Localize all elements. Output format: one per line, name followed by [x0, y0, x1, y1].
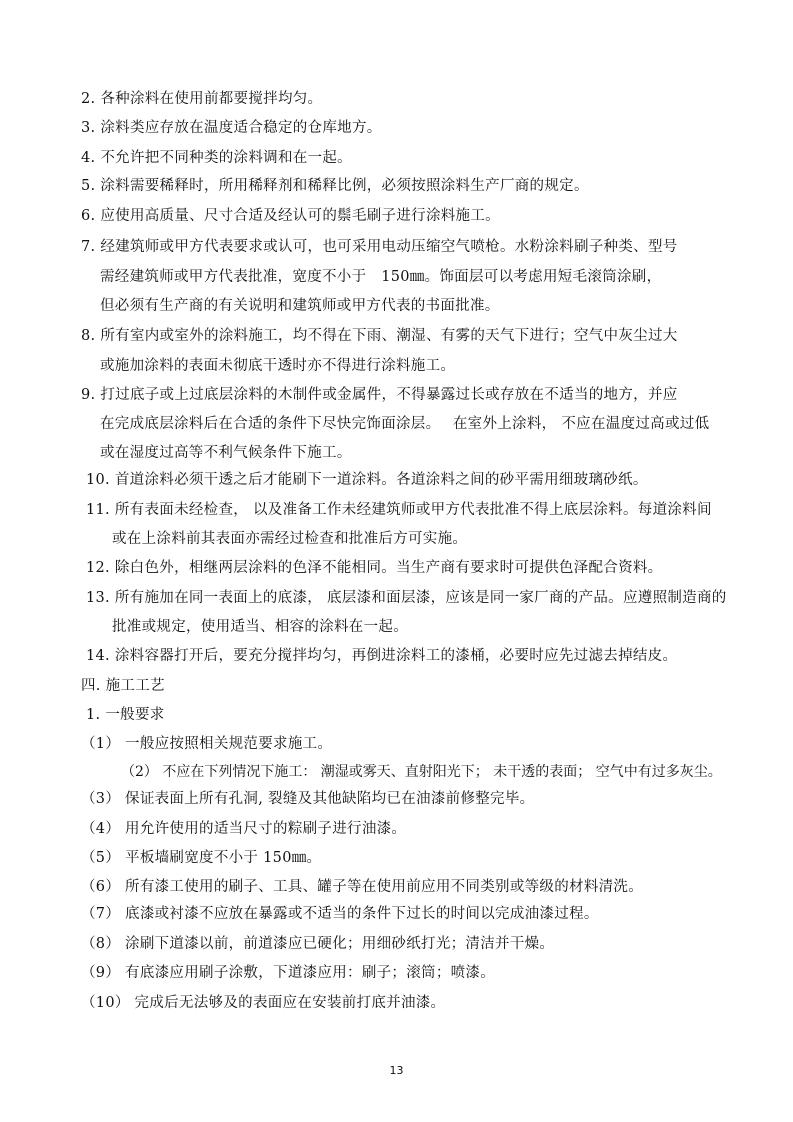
- subsection-heading: 1. 一般要求: [86, 707, 165, 723]
- section-heading: 四. 施工工艺: [81, 678, 165, 694]
- text-line: 需经建筑师或甲方代表批准，宽度不小于 150㎜。饰面层可以考虑用短毛滚筒涂刷，: [100, 269, 662, 285]
- text-line: （2） 不应在下列情况下施工： 潮湿或雾天、直射阳光下； 未干透的表面； 空气中有过多灰尘。: [121, 764, 722, 780]
- text-line: 14. 涂料容器打开后，要充分搅拌均匀，再倒进涂料工的漆桶，必要时应先过滤去掉结皮。: [86, 648, 678, 664]
- text-line: 或在上涂料前其表面亦需经过检查和批准后方可实施。: [112, 531, 468, 547]
- text-line: 但必须有生产商的有关说明和建筑师或甲方代表的书面批准。: [100, 298, 500, 314]
- text-line: （8） 涂刷下道漆以前，前道漆应已硬化；用细砂纸打光；清洁并干燥。: [81, 936, 555, 952]
- text-line: （3） 保证表面上所有孔洞, 裂缝及其他缺陷均已在油漆前修整完毕。: [81, 791, 535, 807]
- page-number: 13: [389, 1064, 404, 1077]
- text-line: 13. 所有施加在同一表面上的底漆， 底层漆和面层漆，应该是同一家厂商的产品。应遵照制造商的: [86, 590, 727, 606]
- text-line: 4. 不允许把不同种类的涂料调和在一起。: [81, 150, 352, 166]
- text-line: 7. 经建筑师或甲方代表要求或认可，也可采用电动压缩空气喷枪。水粉涂料刷子种类、型号: [81, 239, 678, 255]
- text-line: 或在湿度过高等不利气候条件下施工。: [100, 445, 352, 461]
- text-line: （9） 有底漆应用刷子涂敷，下道漆应用：刷子；滚筒；喷漆。: [81, 965, 496, 981]
- text-line: 2. 各种涂料在使用前都要搅拌均匀。: [81, 91, 323, 107]
- text-line: （7） 底漆或衬漆不应放在暴露或不适当的条件下过长的时间以完成油漆过程。: [81, 906, 599, 922]
- text-line: 8. 所有室内或室外的涂料施工，均不得在下雨、潮湿、有雾的天气下进行；空气中灰尘过大: [81, 328, 678, 344]
- text-line: 5. 涂料需要稀释时，所用稀释剂和稀释比例，必须按照涂料生产厂商的规定。: [81, 178, 589, 194]
- text-line: （1） 一般应按照相关规范要求施工。: [81, 736, 333, 752]
- text-line: （4） 用允许使用的适当尺寸的粽刷子进行油漆。: [81, 821, 407, 837]
- text-line: 批准或规定，使用适当、相容的涂料在一起。: [112, 619, 408, 635]
- text-line: 12. 除白色外，相继两层涂料的色泽不能相同。当生产商有要求时可提供色泽配合资料。: [86, 560, 663, 576]
- text-line: （10） 完成后无法够及的表面应在安装前打底并油漆。: [81, 995, 446, 1011]
- text-line: 或施加涂料的表面未彻底干透时亦不得进行涂料施工。: [100, 358, 456, 374]
- text-line: 3. 涂料类应存放在温度适合稳定的仓库地方。: [81, 120, 382, 136]
- text-line: （5） 平板墙刷宽度不小于 150㎜。: [81, 850, 322, 866]
- text-line: 6. 应使用高质量、尺寸合适及经认可的鬃毛刷子进行涂料施工。: [81, 208, 500, 224]
- text-line: 9. 打过底子或上过底层涂料的木制件或金属件，不得暴露过长或存放在不适当的地方，并应: [81, 387, 678, 403]
- text-line: 11. 所有表面未经检查， 以及准备工作未经建筑师或甲方代表批准不得上底层涂料。每道涂料间: [86, 502, 712, 518]
- text-line: 10. 首道涂料必须干透之后才能刷下一道涂料。各道涂料之间的砂平需用细玻璃砂纸。: [86, 472, 648, 488]
- text-line: （6） 所有漆工使用的刷子、工具、罐子等在使用前应用不同类别或等级的材料清洗。: [81, 879, 644, 895]
- text-line: 在完成底层涂料后在合适的条件下尽快完饰面涂层。 在室外上涂料， 不应在温度过高或过低: [100, 416, 710, 432]
